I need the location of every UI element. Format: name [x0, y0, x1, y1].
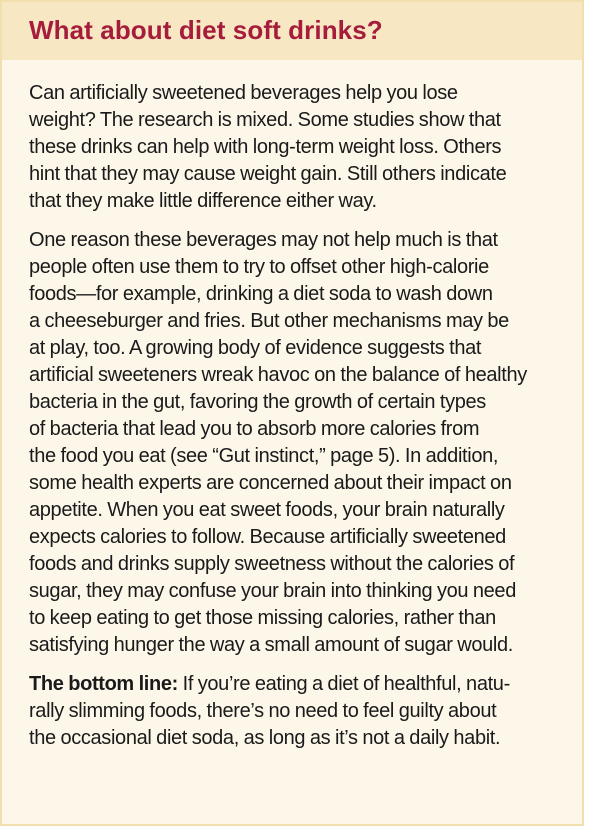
text-line: appetite. When you eat sweet foods, your brain naturally — [29, 499, 505, 521]
paragraph-2 — [29, 227, 571, 659]
sidebar-title: What about diet soft drinks? — [29, 15, 383, 45]
bottom-line-text: If you’re eating a diet of healthful, natu- — [177, 673, 510, 695]
text-line: foods—for example, drinking a diet soda to wash down — [29, 283, 493, 305]
text-line: of bacteria that lead you to absorb more calories from — [29, 418, 480, 440]
header-band — [2, 2, 582, 60]
text-line: Can artificially sweetened beverages help you lose — [29, 82, 458, 104]
text-line: satisfying hunger the way a small amount of sugar would. — [29, 634, 513, 656]
text-line: hint that they may cause weight gain. Still others indicate — [29, 163, 507, 185]
sidebar-body — [29, 80, 571, 764]
text-line: a cheeseburger and fries. But other mechanisms may be — [29, 310, 509, 332]
text-line: rally slimming foods, there’s no need to feel guilty about — [29, 700, 497, 722]
text-line: bacteria in the gut, favoring the growth of certain types — [29, 391, 486, 413]
text-line: the food you eat (see “Gut instinct,” page 5). In addition, — [29, 445, 499, 467]
text-line: foods and drinks supply sweetness without the calories of — [29, 553, 515, 575]
text-line: at play, too. A growing body of evidence suggests that — [29, 337, 482, 359]
text-line: artificial sweeteners wreak havoc on the balance of healthy — [29, 364, 527, 386]
text-line: people often use them to try to offset other high-calorie — [29, 256, 489, 278]
bottom-line-lead: The bottom line: — [29, 673, 178, 695]
text-line: these drinks can help with long-term weight loss. Others — [29, 136, 502, 158]
text-line: to keep eating to get those missing calories, rather than — [29, 607, 496, 629]
text-line: One reason these beverages may not help much is that — [29, 229, 498, 251]
text-line: sugar, they may confuse your brain into thinking you need — [29, 580, 516, 602]
text-line: that they make little difference either way. — [29, 190, 377, 212]
text-line: expects calories to follow. Because artificially sweetened — [29, 526, 506, 548]
text-line — [29, 671, 571, 698]
text-line: weight? The research is mixed. Some studies show that — [29, 109, 501, 131]
paragraph-1 — [29, 80, 571, 215]
paragraph-3 — [29, 671, 571, 752]
text-line: the occasional diet soda, as long as it’s not a daily habit. — [29, 727, 501, 749]
text-line: some health experts are concerned about their impact on — [29, 472, 512, 494]
